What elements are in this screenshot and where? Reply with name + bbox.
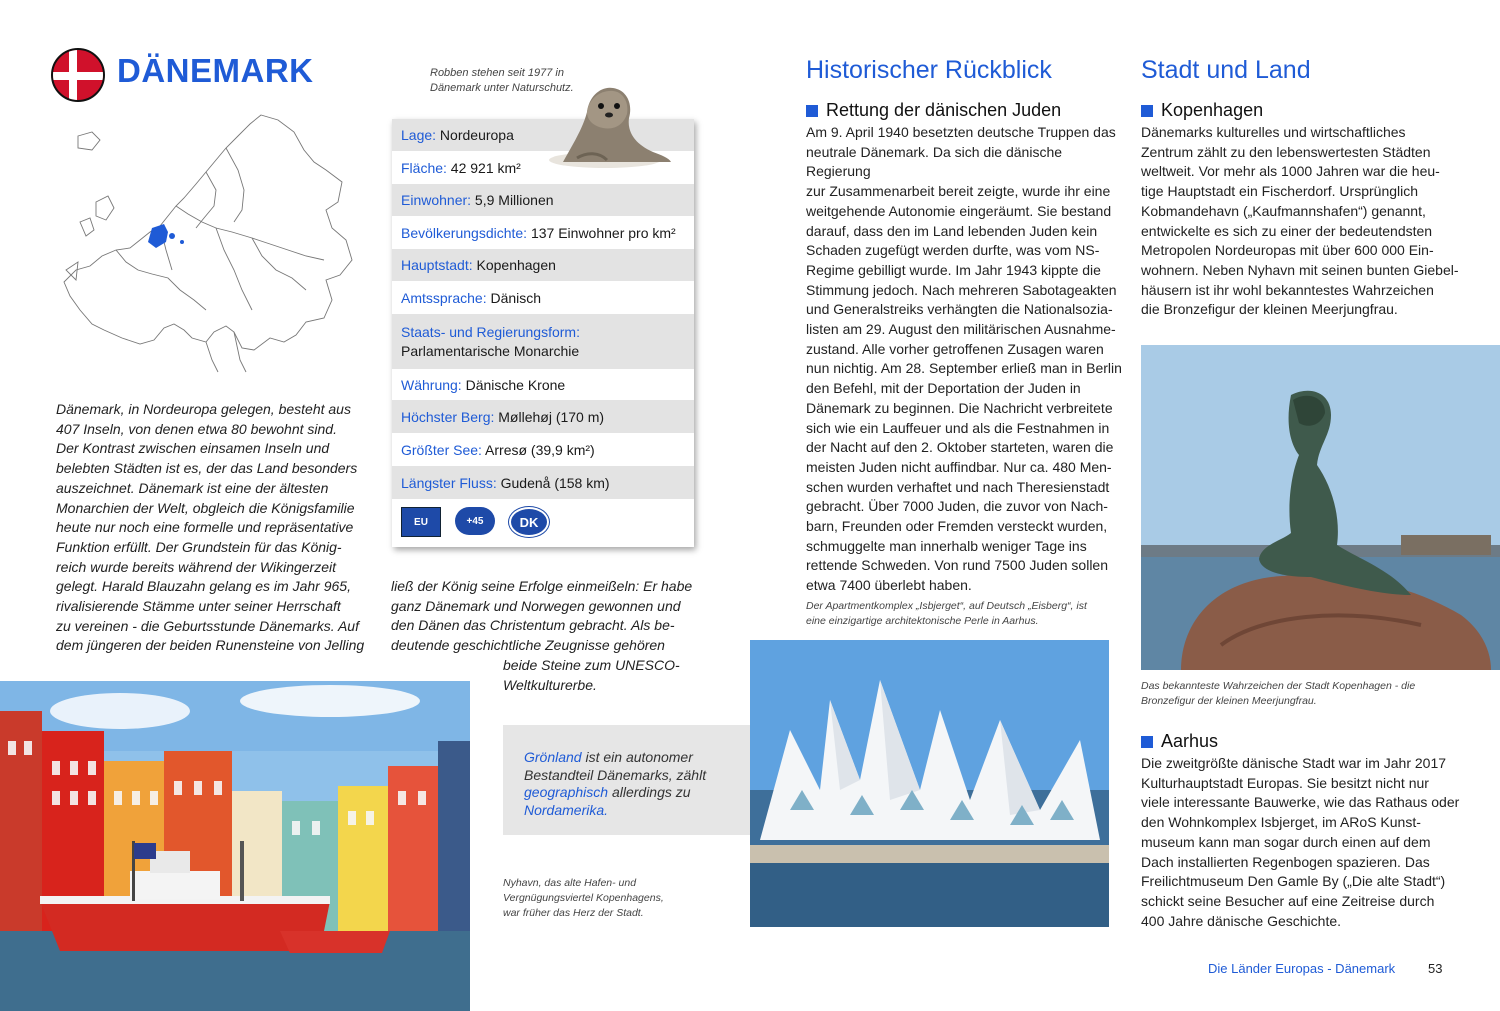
history-subheading: Rettung der dänischen Juden <box>806 100 1061 121</box>
greenland-info-box: Grönland ist ein autonomer Bestandteil Dänemarks, zählt geographisch allerdings zu Nordamerika. <box>503 725 751 835</box>
country-code-icon: DK <box>509 507 549 537</box>
seal-caption: Robben stehen seit 1977 in Dänemark unter Naturschutz. <box>430 67 574 94</box>
footer-section-label: Die Länder Europas - Dänemark <box>1208 961 1396 976</box>
fact-row: Amtssprache: Dänisch <box>401 289 542 306</box>
phone-code-icon: +45 <box>455 507 495 535</box>
little-mermaid-photo <box>1141 345 1500 670</box>
nyhavn-photo <box>0 681 470 1011</box>
badge-row <box>392 499 694 547</box>
nyhavn-caption: Nyhavn, das alte Hafen- und Vergnügungsviertel Kopenhagens, war früher das Herz der Stadt. <box>503 877 664 919</box>
isbjerget-caption: Der Apartmentkomplex „Isbjerget“, auf Deutsch „Eisberg“, ist eine einzigartige architektonische Perle in Aarhus. <box>806 600 1087 627</box>
fact-row: Längster Fluss: Gudenå (158 km) <box>392 466 694 499</box>
fact-row: Währung: Dänische Krone <box>401 376 566 393</box>
bullet-square-icon <box>1141 105 1153 117</box>
intro-text-right: ließ der König seine Erfolge einmeißeln: Er habe ganz Dänemark und Norwegen gewonnen und den Dänen das Christentum gebracht. Als be- deutende geschichtliche Zeugnisse gehören beide Steine zum UNESCO- Weltkulturerbe. <box>391 578 693 693</box>
fact-row: Größter See: Arresø (39,9 km²) <box>401 441 595 458</box>
aarhus-text: Die zweitgrößte dänische Stadt war im Jahr 2017 Kulturhauptstadt Europas. Sie besitzt nicht nur viele interessante Bauwerke, wie das Rathaus oder den Wohnkomplex Isbjerget, im ARoS Kunst- museum kann man sogar durch einen auf dem Dach installierten Regenbogen spazieren. Das Freilichtmuseum Den Gamle By („Die alte Stadt“) schickt seine Besucher auf eine Zeitreise durch 400 Jahre dänische Geschichte. <box>1141 755 1460 929</box>
page-title: DÄNEMARK <box>117 52 314 89</box>
fact-row: Fläche: 42 921 km² <box>401 159 521 176</box>
fact-row: Lage: Nordeuropa <box>392 119 694 151</box>
intro-text-left: Dänemark, in Nordeuropa gelegen, besteht aus 407 Inseln, von denen etwa 80 bewohnt sind. Der Kontrast zwischen einsamen Inseln und belebten Städten ist es, der das Land besonders auszeichnet. Dänemark ist eine der ältesten Monarchien der Welt, obgleich die Königsfamilie heute nur noch eine formelle und repräsentative Funktion erfüllt. Der Grundstein für das König- reich wurde bereits während der Wikingerzeit gelegt. Harald Blauzahn gelang es im Jahr 965, rivalisierende Stämme unter seiner Herrschaft zu vereinen - die Geburtsstunde Dänemarks. Auf dem jüngeren der beiden Runensteine von Jelling <box>56 401 365 654</box>
isbjerget-photo <box>750 640 1109 927</box>
fact-row: Staats- und Regierungsform: Parlamentarische Monarchie <box>392 314 694 369</box>
fact-box <box>392 119 694 547</box>
europe-map <box>56 110 356 380</box>
aarhus-subheading: Aarhus <box>1141 731 1218 752</box>
fact-row: Einwohner: 5,9 Millionen <box>392 184 694 216</box>
copenhagen-subheading: Kopenhagen <box>1141 100 1263 121</box>
fact-row: Bevölkerungsdichte: 137 Einwohner pro km² <box>401 224 676 241</box>
mermaid-caption: Das bekannteste Wahrzeichen der Stadt Kopenhagen - die Bronzefigur der kleinen Meerjungfrau. <box>1141 680 1416 707</box>
bullet-square-icon <box>806 105 818 117</box>
history-heading: Historischer Rückblick <box>806 56 1052 84</box>
seal-image <box>543 82 673 172</box>
denmark-flag-icon <box>51 48 105 102</box>
fact-row: Höchster Berg: Møllehøj (170 m) <box>392 400 694 433</box>
fact-row: Hauptstadt: Kopenhagen <box>392 249 694 281</box>
eu-flag-icon: EU <box>401 507 441 537</box>
copenhagen-text: Dänemarks kulturelles und wirtschaftliches Zentrum zählt zu den lebenswertesten Städten weltweit. Vor mehr als 1000 Jahren war die heu- tige Hauptstadt ein Fischerdorf. Ursprünglich Kobmandehavn („Kaufmannshafen“) genannt, entwickelte es sich zu einer der bedeutendsten Metropolen Nordeuropas mit über 600 000 Ein- wohnern. Neben Nyhavn mit seinen bunten Giebel- häusern ist ihr wohl bekanntestes Wahrzeichen die Bronzefigur der kleinen Meerjungfrau. <box>1141 124 1459 318</box>
history-text: Am 9. April 1940 besetzten deutsche Truppen das neutrale Dänemark. Da sich die dänische Regierung zur Zusammenarbeit bereit zeigte, wurde ihr eine weitgehende Autonomie eingeräumt. Sie bestand darauf, dass den im Land lebenden Juden kein Schaden zugefügt werden durfte, was vom NS- Regime gebilligt wurde. Im Jahr 1943 kippte die Stimmung jedoch. Nach mehreren Sabotageakten und Generalstreiks verhängten die Nationalsozia- listen am 29. August den militärischen Ausnahme- zustand. Alle vorher getroffenen Zusagen waren nun nichtig. Am 28. September erließ man in Berlin den Befehl, mit der Deportation der Juden in Dänemark zu beginnen. Die Nachricht verbreitete sich wie ein Lauffeuer und als die Festnahmen in der Nacht auf den 2. Oktober starteten, waren die meisten Juden nicht auffindbar. Nur ca. 480 Men- schen wurden verhaftet und nach Theresienstadt gebracht. Über 7000 Juden, die zuvor von Nach- barn, Freunden oder Fremden versteckt wurden, schmuggelte man innerhalb weniger Tage ins rettende Schweden. Von rund 7500 Juden sollen etwa 7400 überlebt haben. <box>806 124 1122 594</box>
page-number: 53 <box>1428 961 1443 976</box>
bullet-square-icon <box>1141 736 1153 748</box>
city-heading: Stadt und Land <box>1141 56 1311 84</box>
